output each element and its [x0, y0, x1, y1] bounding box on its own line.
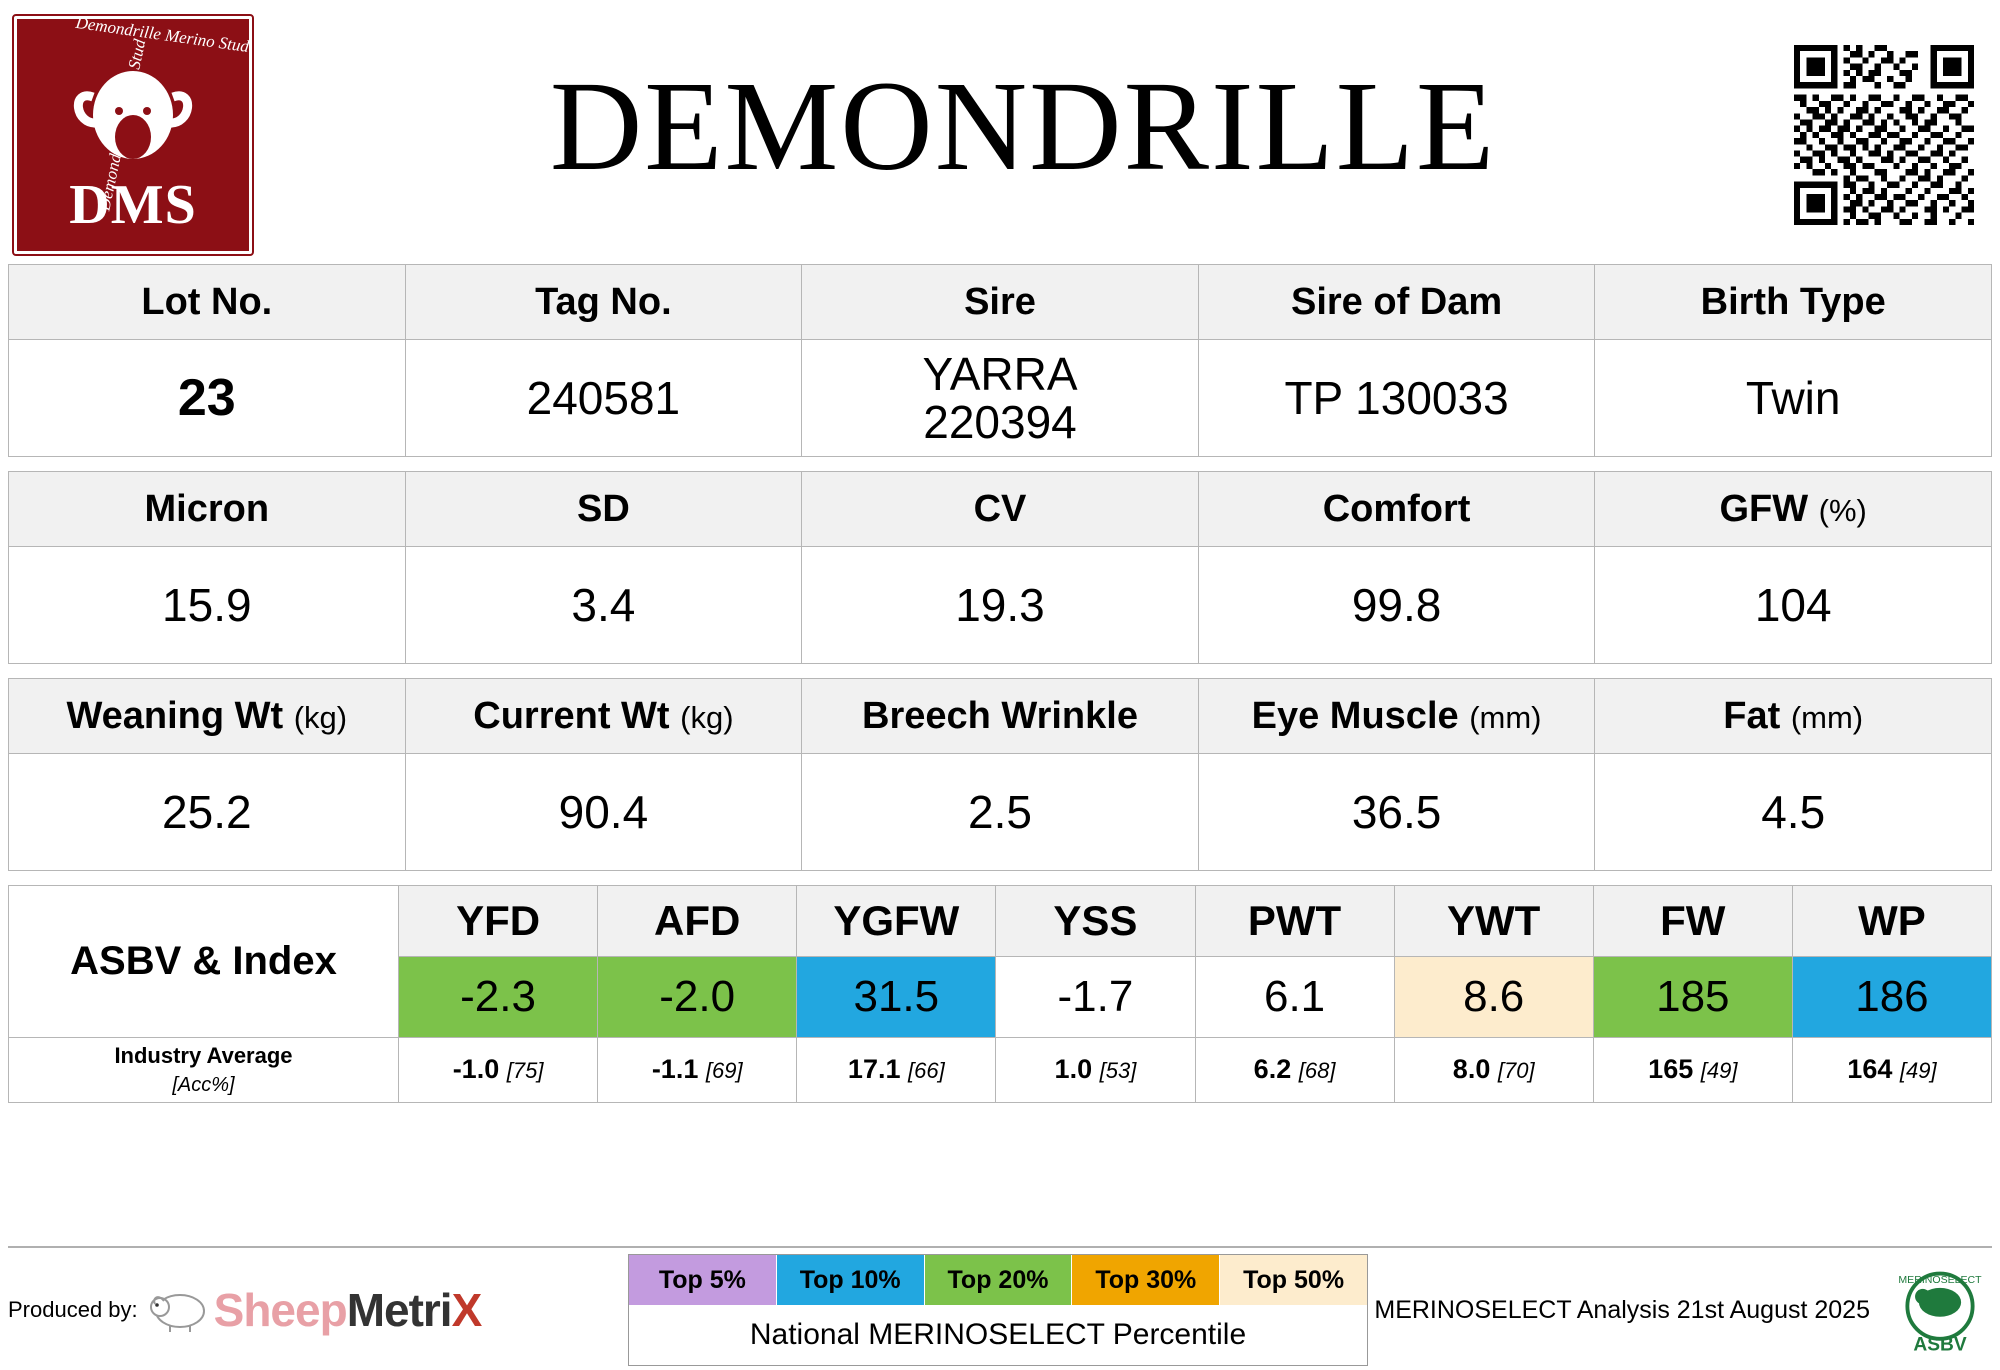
stud-logo: [14, 12, 252, 254]
value-sire: [802, 340, 1199, 457]
asbv-avg-ygfw-value: 17.1: [847, 1054, 901, 1085]
asbv-avg-ygfw: [797, 1038, 996, 1103]
body-measurements-block: [8, 678, 1992, 871]
asbv-value-afd: -2.0: [598, 957, 797, 1038]
wool-value-row: [9, 547, 1992, 664]
asbv-table: [8, 885, 1992, 1103]
header-weaning-wt: [9, 679, 406, 754]
header-eye-muscle: [1198, 679, 1595, 754]
asbv-avg-wp: [1792, 1038, 1991, 1103]
asbv-avg-ywt-value: 8.0: [1452, 1054, 1491, 1085]
value-comfort: 99.8: [1198, 547, 1595, 664]
header-current-wt: [405, 679, 802, 754]
header-birth-type: Birth Type: [1595, 265, 1992, 340]
logo-ring-left: Demondrille Stud: [94, 37, 150, 213]
asbv-acc-wp: [49]: [1899, 1058, 1937, 1084]
accuracy-note: [Acc%]: [172, 1073, 235, 1096]
asbv-avg-yss-value: 1.0: [1054, 1054, 1093, 1085]
identity-table: [8, 264, 1992, 457]
percentile-band-top30: Top 30%: [1072, 1255, 1220, 1305]
value-tag-no: 240581: [405, 340, 802, 457]
asbv-avg-afd-value: -1.1: [651, 1054, 699, 1085]
wool-table: [8, 471, 1992, 664]
asbv-value-wp: 186: [1792, 957, 1991, 1038]
header-eye-unit: (mm): [1469, 699, 1542, 735]
identity-block: [8, 264, 1992, 457]
asbv-trait-wp: WP: [1792, 886, 1991, 957]
identity-header-row: [9, 265, 1992, 340]
header-micron: Micron: [9, 472, 406, 547]
asbv-avg-fw: [1593, 1038, 1792, 1103]
value-eye-muscle: 36.5: [1198, 754, 1595, 871]
sheep-logo-icon: [146, 1287, 208, 1333]
asbv-acc-pwt: [68]: [1298, 1058, 1336, 1084]
asbv-trait-pwt: PWT: [1195, 886, 1394, 957]
header-sire: Sire: [802, 265, 1199, 340]
header-current-main: Current Wt: [473, 694, 670, 737]
header-fat-unit: (mm): [1790, 699, 1864, 735]
asbv-acc-ywt: [70]: [1497, 1058, 1535, 1084]
percentile-legend: [628, 1254, 1368, 1366]
body-value-row: [9, 754, 1992, 871]
value-gfw: 104: [1595, 547, 1992, 664]
asbv-trait-header-row: [9, 886, 1992, 957]
value-fat: 4.5: [1595, 754, 1992, 871]
header-eye-main: Eye Muscle: [1251, 694, 1459, 737]
svg-text:ASBV: ASBV: [1913, 1334, 1967, 1356]
value-sd: 3.4: [405, 547, 802, 664]
merinoselect-asbv-logo-icon: [1892, 1262, 1988, 1358]
asbv-acc-ygfw: [66]: [908, 1058, 945, 1084]
wool-header-row: [9, 472, 1992, 547]
asbv-trait-ywt: YWT: [1394, 886, 1593, 957]
analysis-date-text: MERINOSELECT Analysis 21st August 2025: [1374, 1295, 1870, 1324]
sheep-head-icon: [67, 53, 199, 171]
asbv-value-fw: 185: [1593, 957, 1792, 1038]
header-breech-wrinkle: Breech Wrinkle: [802, 679, 1199, 754]
asbv-trait-yfd: YFD: [399, 886, 598, 957]
header-weaning-main: Weaning Wt: [66, 694, 284, 737]
value-lot-no: 23: [9, 340, 406, 457]
asbv-avg-wp-value: 164: [1847, 1054, 1893, 1085]
page-header: [8, 6, 1992, 264]
asbv-avg-pwt-value: 6.2: [1253, 1054, 1292, 1085]
brand-metri: Metri: [346, 1284, 452, 1336]
asbv-trait-ygfw: YGFW: [797, 886, 996, 957]
asbv-avg-fw-value: 165: [1648, 1054, 1694, 1085]
value-sire-line1: YARRA: [922, 347, 1078, 400]
asbv-trait-yss: YSS: [996, 886, 1195, 957]
asbv-value-ywt: 8.6: [1394, 957, 1593, 1038]
page-title: DEMONDRILLE: [549, 55, 1497, 197]
percentile-band-top10: Top 10%: [777, 1255, 925, 1305]
produced-by-label: Produced by:: [8, 1297, 138, 1322]
header-weaning-unit: (kg): [293, 699, 348, 735]
analysis-block: [1368, 1254, 1992, 1366]
header-sire-of-dam: Sire of Dam: [1198, 265, 1595, 340]
industry-average-title: Industry Average: [114, 1043, 293, 1068]
percentile-band-top20: Top 20%: [925, 1255, 1073, 1305]
asbv-block: [8, 885, 1992, 1103]
value-birth-type: Twin: [1595, 340, 1992, 457]
sheepmetrix-logo: [146, 1283, 482, 1337]
asbv-acc-yfd: [75]: [506, 1058, 544, 1084]
header-gfw-main: GFW: [1719, 487, 1809, 530]
asbv-avg-afd: [598, 1038, 797, 1103]
asbv-trait-fw: FW: [1593, 886, 1792, 957]
value-weaning-wt: 25.2: [9, 754, 406, 871]
value-sire-of-dam: TP 130033: [1198, 340, 1595, 457]
logo-ring-top: Demondrille Merino Stud: [74, 12, 251, 57]
header-current-unit: (kg): [680, 699, 734, 735]
value-micron: 15.9: [9, 547, 406, 664]
value-current-wt: 90.4: [405, 754, 802, 871]
asbv-avg-yfd-value: -1.0: [452, 1054, 500, 1085]
header-lot-no: Lot No.: [9, 265, 406, 340]
svg-text:MERINOSELECT: MERINOSELECT: [1898, 1274, 1982, 1287]
header-fat: [1595, 679, 1992, 754]
header-comfort: Comfort: [1198, 472, 1595, 547]
page-footer: [8, 1246, 1992, 1366]
industry-average-label: [9, 1038, 399, 1103]
header-cv: CV: [802, 472, 1199, 547]
asbv-value-pwt: 6.1: [1195, 957, 1394, 1038]
asbv-avg-yfd: [399, 1038, 598, 1103]
header-sd: SD: [405, 472, 802, 547]
header-fat-main: Fat: [1723, 694, 1781, 737]
asbv-acc-afd: [69]: [705, 1058, 743, 1084]
value-sire-line2: 220394: [923, 396, 1077, 448]
producer-block: [8, 1254, 628, 1366]
header-gfw: [1595, 472, 1992, 547]
header-tag-no: Tag No.: [405, 265, 802, 340]
asbv-average-row: [9, 1038, 1992, 1103]
qr-code-icon: [1794, 45, 1974, 225]
brand-sheep: Sheep: [213, 1284, 347, 1336]
asbv-trait-afd: AFD: [598, 886, 797, 957]
percentile-band-top50: Top 50%: [1220, 1255, 1367, 1305]
value-breech-wrinkle: 2.5: [802, 754, 1199, 871]
body-header-row: [9, 679, 1992, 754]
asbv-acc-fw: [49]: [1700, 1058, 1738, 1084]
asbv-acc-yss: [53]: [1099, 1058, 1137, 1084]
asbv-value-ygfw: 31.5: [797, 957, 996, 1038]
percentile-band-row: [629, 1255, 1367, 1305]
value-cv: 19.3: [802, 547, 1199, 664]
asbv-avg-pwt: [1195, 1038, 1394, 1103]
body-measurements-table: [8, 678, 1992, 871]
asbv-value-yss: -1.7: [996, 957, 1195, 1038]
percentile-band-top5: Top 5%: [629, 1255, 777, 1305]
identity-value-row: [9, 340, 1992, 457]
asbv-avg-ywt: [1394, 1038, 1593, 1103]
brand-x: X: [451, 1284, 482, 1336]
header-gfw-unit: (%): [1818, 492, 1867, 528]
percentile-caption: National MERINOSELECT Percentile: [749, 1318, 1247, 1351]
wool-block: [8, 471, 1992, 664]
asbv-row-label: ASBV & Index: [9, 886, 399, 1038]
asbv-value-yfd: -2.3: [399, 957, 598, 1038]
logo-initials: DMS: [69, 174, 197, 236]
asbv-avg-yss: [996, 1038, 1195, 1103]
